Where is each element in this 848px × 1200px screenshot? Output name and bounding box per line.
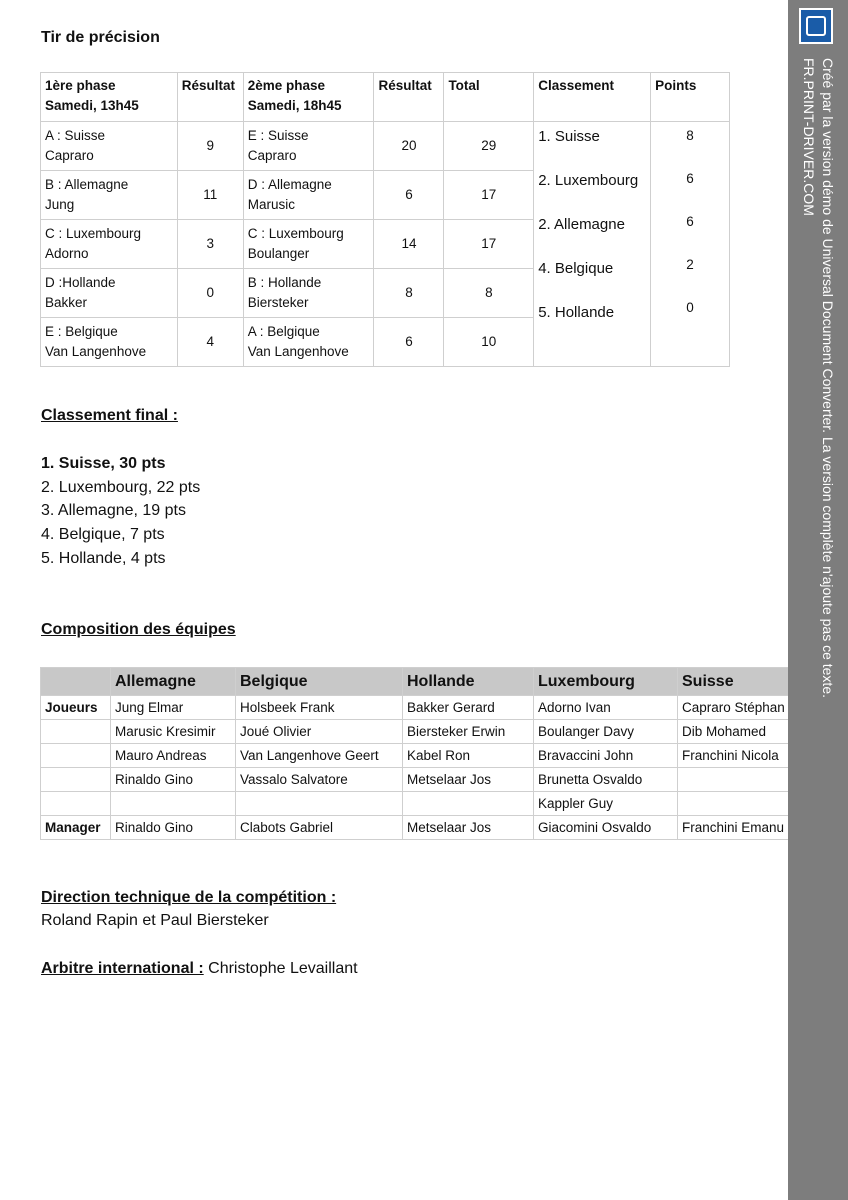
player-cell: Van Langenhove Geert: [236, 744, 403, 768]
total-cell: 29: [444, 122, 534, 171]
result2-cell: 6: [374, 171, 444, 220]
watermark-sidebar: [788, 0, 848, 1200]
row-label-empty: [41, 744, 111, 768]
manager-cell: Metselaar Jos: [403, 816, 534, 840]
phase1-cell: E : Belgique Van Langenhove: [41, 318, 178, 367]
arbitre-line: [41, 960, 358, 978]
phase1-cell: A : Suisse Capraro: [41, 122, 178, 171]
header-country: Allemagne: [111, 668, 236, 696]
phase2-cell: D : Allemagne Marusic: [243, 171, 374, 220]
player-cell: Franchini Nicola: [678, 744, 789, 768]
player-cell: Dib Mohamed: [678, 720, 789, 744]
player-cell: Jung Elmar: [111, 696, 236, 720]
ranking-item: 5. Hollande: [538, 304, 615, 321]
header-country: Suisse: [678, 668, 789, 696]
header-points: Points: [651, 73, 730, 122]
manager-cell: Franchini Emanu: [678, 816, 789, 840]
points-item: 6: [686, 214, 694, 229]
player-cell: Bravaccini John: [534, 744, 678, 768]
table-row: [41, 696, 789, 720]
list-item: 1. Suisse, 30 pts: [41, 455, 166, 472]
phase1-cell: B : Allemagne Jung: [41, 171, 178, 220]
player-cell: [236, 792, 403, 816]
header-result2: Résultat: [374, 73, 444, 122]
arbitre-label: Arbitre international :: [41, 960, 204, 977]
row-label-joueurs: Joueurs: [41, 696, 111, 720]
total-cell: 8: [444, 269, 534, 318]
player-cell: Boulanger Davy: [534, 720, 678, 744]
table-header-row: [41, 73, 730, 122]
ranking-cell: [534, 122, 651, 367]
player-cell: Biersteker Erwin: [403, 720, 534, 744]
player-cell: [403, 792, 534, 816]
phase2-cell: A : Belgique Van Langenhove: [243, 318, 374, 367]
player-cell: Kabel Ron: [403, 744, 534, 768]
points-item: 6: [686, 171, 694, 186]
result1-cell: 4: [177, 318, 243, 367]
player-cell: Kappler Guy: [534, 792, 678, 816]
row-label-empty: [41, 720, 111, 744]
phase2-cell: B : Hollande Biersteker: [243, 269, 374, 318]
player-cell: [678, 768, 789, 792]
final-ranking-title: Classement final :: [41, 407, 178, 424]
list-item: 5. Hollande, 4 pts: [41, 549, 166, 567]
shooting-results-table: [40, 72, 730, 367]
header-phase1: 1ère phase Samedi, 13h45: [41, 73, 178, 122]
header-total: Total: [444, 73, 534, 122]
ranking-item: 1. Suisse: [538, 128, 600, 145]
header-country: Belgique: [236, 668, 403, 696]
player-cell: Joué Olivier: [236, 720, 403, 744]
phase2-cell: C : Luxembourg Boulanger: [243, 220, 374, 269]
direction-title: Direction technique de la compétition :: [41, 889, 337, 906]
list-item: 3. Allemagne, 19 pts: [41, 502, 186, 520]
table-row: [41, 792, 789, 816]
points-item: 8: [686, 128, 694, 143]
player-cell: Vassalo Salvatore: [236, 768, 403, 792]
result2-cell: 14: [374, 220, 444, 269]
row-label-manager: Manager: [41, 816, 111, 840]
result2-cell: 6: [374, 318, 444, 367]
player-cell: Holsbeek Frank: [236, 696, 403, 720]
total-cell: 10: [444, 318, 534, 367]
table-row: [41, 768, 789, 792]
header-phase2: 2ème phase Samedi, 18h45: [243, 73, 374, 122]
ranking-item: 4. Belgique: [538, 260, 614, 277]
list-item: 4. Belgique, 7 pts: [41, 526, 165, 544]
points-cell: [651, 122, 730, 367]
manager-cell: Giacomini Osvaldo: [534, 816, 678, 840]
row-label-empty: [41, 792, 111, 816]
player-cell: Mauro Andreas: [111, 744, 236, 768]
table-header-row: [41, 668, 789, 696]
result2-cell: 8: [374, 269, 444, 318]
ranking-item: 2. Luxembourg: [538, 172, 639, 189]
player-cell: Rinaldo Gino: [111, 768, 236, 792]
phase2-cell: E : Suisse Capraro: [243, 122, 374, 171]
player-cell: Marusic Kresimir: [111, 720, 236, 744]
final-ranking-list: [41, 452, 200, 571]
player-cell: Metselaar Jos: [403, 768, 534, 792]
table-row: [41, 720, 789, 744]
team-composition-table: [40, 667, 788, 840]
header-country: Luxembourg: [534, 668, 678, 696]
row-label-empty: [41, 768, 111, 792]
player-cell: Adorno Ivan: [534, 696, 678, 720]
section-title-tir: Tir de précision: [41, 29, 160, 46]
composition-title: Composition des équipes: [41, 621, 236, 638]
header-empty: [41, 668, 111, 696]
player-cell: Capraro Stéphan: [678, 696, 789, 720]
direction-text: Roland Rapin et Paul Biersteker: [41, 912, 269, 929]
list-item: 2. Luxembourg, 22 pts: [41, 478, 201, 496]
phase1-cell: D :Hollande Bakker: [41, 269, 178, 318]
total-cell: 17: [444, 171, 534, 220]
table-row: [41, 122, 730, 171]
watermark-text: Créé par la version démo de Universal Document Converter. La version complète n'ajoute pas ce texte.: [820, 58, 836, 699]
header-result1: Résultat: [177, 73, 243, 122]
result1-cell: 0: [177, 269, 243, 318]
result1-cell: 9: [177, 122, 243, 171]
header-ranking: Classement: [534, 73, 651, 122]
header-country: Hollande: [403, 668, 534, 696]
player-cell: [678, 792, 789, 816]
points-item: 2: [686, 257, 694, 272]
arbitre-name: Christophe Levaillant: [203, 960, 358, 977]
player-cell: [111, 792, 236, 816]
converter-logo-icon: [799, 8, 833, 44]
table-row: [41, 816, 789, 840]
ranking-item: 2. Allemagne: [538, 216, 625, 233]
result1-cell: 3: [177, 220, 243, 269]
total-cell: 17: [444, 220, 534, 269]
player-cell: Bakker Gerard: [403, 696, 534, 720]
manager-cell: Rinaldo Gino: [111, 816, 236, 840]
result1-cell: 11: [177, 171, 243, 220]
table-row: [41, 744, 789, 768]
points-item: 0: [686, 300, 694, 315]
player-cell: Brunetta Osvaldo: [534, 768, 678, 792]
result2-cell: 20: [374, 122, 444, 171]
watermark-url: FR.PRINT-DRIVER.COM: [801, 58, 817, 216]
manager-cell: Clabots Gabriel: [236, 816, 403, 840]
phase1-cell: C : Luxembourg Adorno: [41, 220, 178, 269]
